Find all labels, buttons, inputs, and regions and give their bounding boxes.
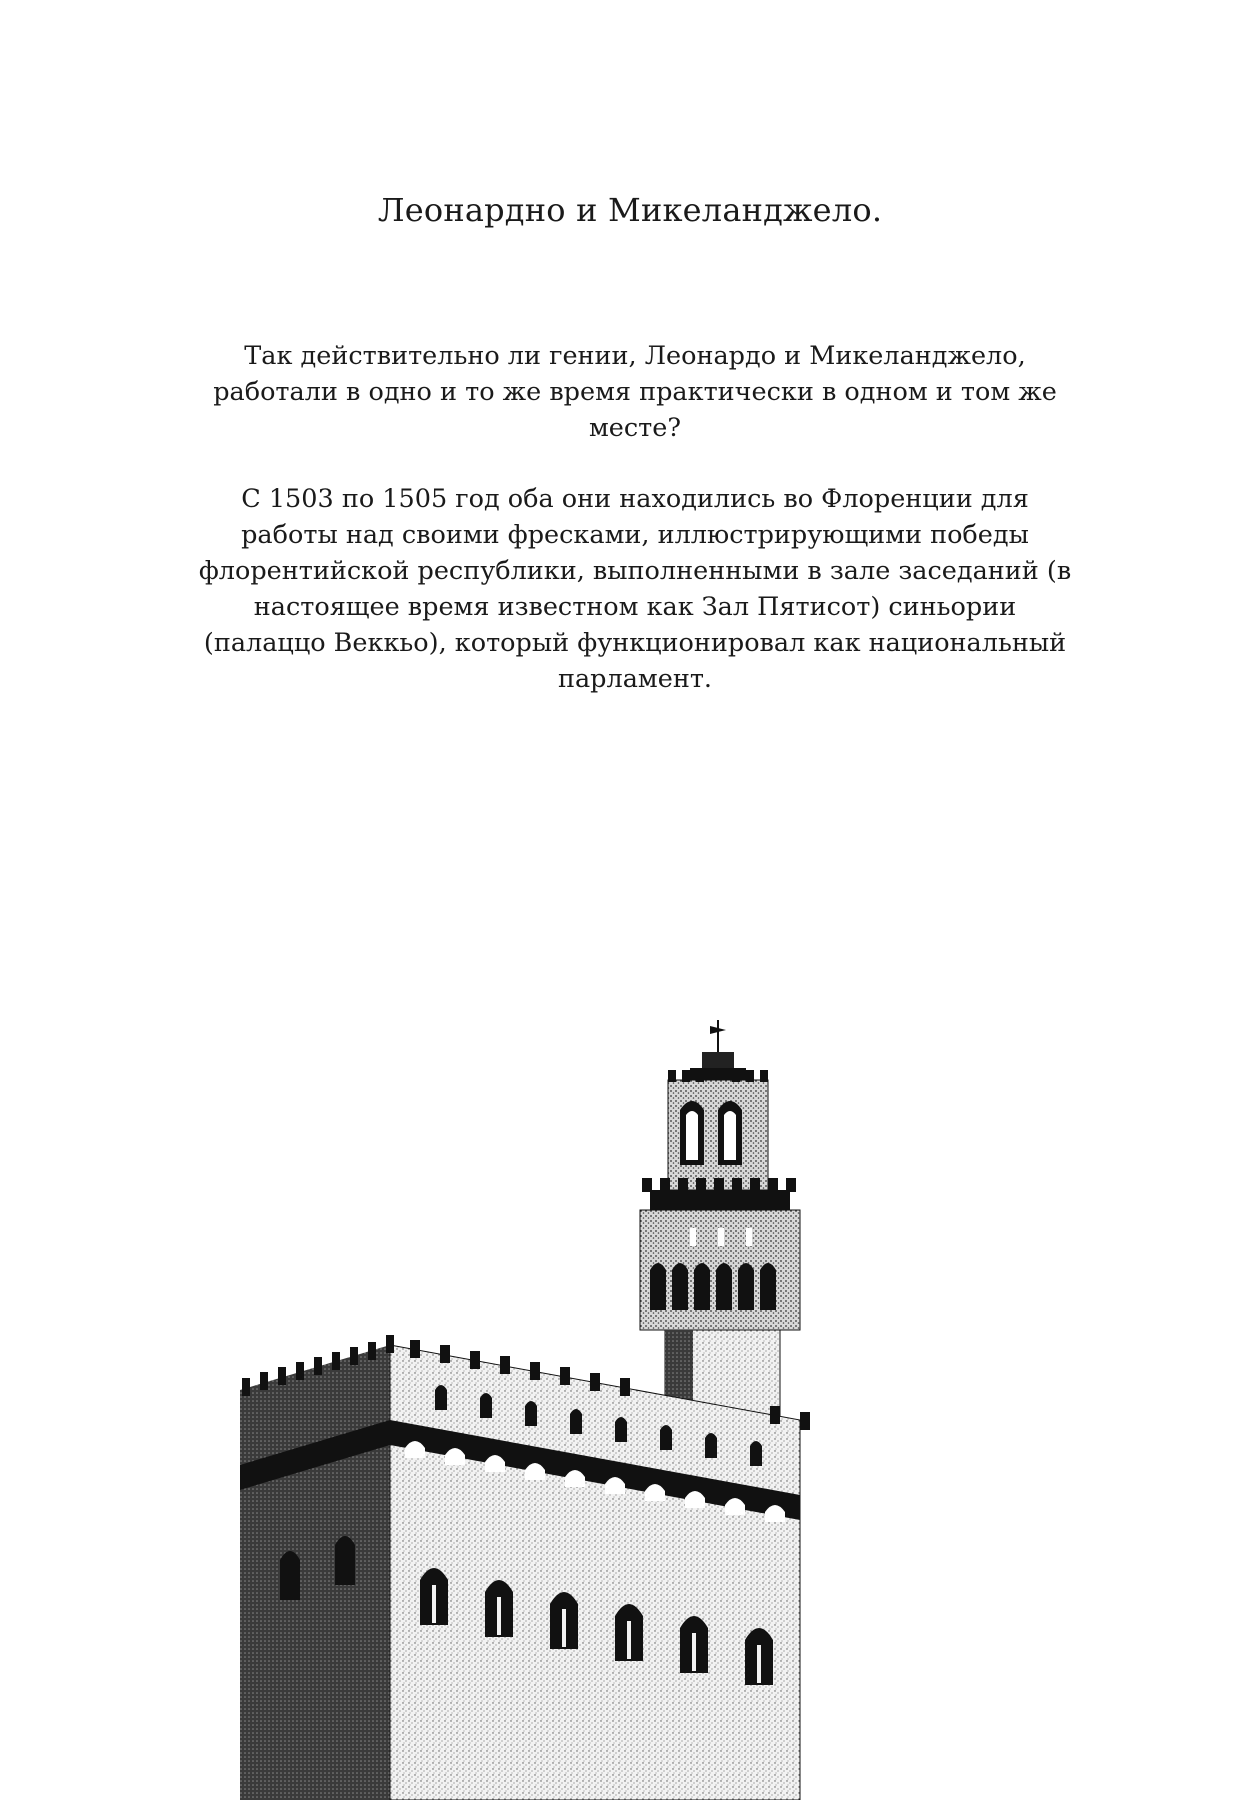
- palazzo-vecchio-illustration: [240, 1000, 940, 1800]
- page-title: Леонардно и Микеланджело.: [377, 191, 883, 229]
- paragraph-question: Так действительно ли гении, Леонардо и Микеланджело, работали в одно и то же время практически в одном и том же месте?: [213, 340, 1057, 443]
- paragraph-answer: С 1503 по 1505 год оба они находились во Флоренции для работы над своими фресками, иллюстрирующими победы флорентийской республики, выполненными в зале заседаний (в настоящее время известном как Зал Пятисот) синьории (палаццо Веккьо), который функционировал как национальный парламент.: [198, 483, 1072, 694]
- tower-top: [668, 1020, 768, 1190]
